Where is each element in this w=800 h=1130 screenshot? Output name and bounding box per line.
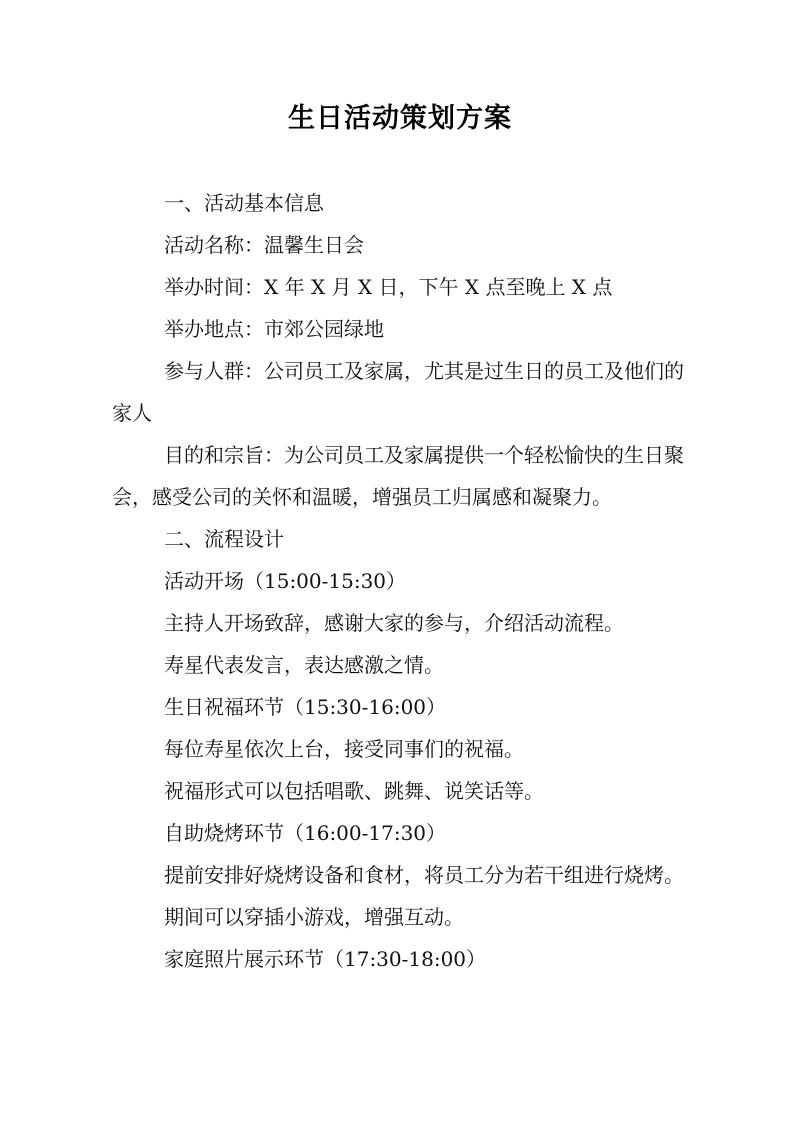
paragraph-opening: 活动开场（15:00-15:30） [164,569,407,593]
section-heading-basic-info: 一、活动基本信息 [164,191,324,215]
paragraph-event-time: 举办时间：X 年 X 月 X 日，下午 X 点至晚上 X 点 [164,275,613,299]
page-title: 生日活动策划方案 [288,103,512,134]
paragraph-blessing-forms: 祝福形式可以包括唱歌、跳舞、说笑话等。 [164,779,544,803]
paragraph-event-name: 活动名称：温馨生日会 [164,233,364,257]
paragraph-bbq-detail: 提前安排好烧烤设备和食材，将员工分为若干组进行烧烤。 [164,863,684,887]
paragraph-bbq-session: 自助烧烤环节（16:00-17:30） [164,821,447,845]
paragraph-birthday-speech: 寿星代表发言，表达感激之情。 [164,653,444,677]
paragraph-participants: 参与人群：公司员工及家属，尤其是过生日的员工及他们的家人 [112,359,684,425]
section-heading-process: 二、流程设计 [164,527,284,551]
paragraph-games: 期间可以穿插小游戏，增强互动。 [164,905,464,929]
paragraph-host-speech: 主持人开场致辞，感谢大家的参与，介绍活动流程。 [164,611,624,635]
paragraph-purpose: 目的和宗旨：为公司员工及家属提供一个轻松愉快的生日聚会，感受公司的关怀和温暖，增强员工归属感和凝聚力。 [112,443,684,509]
document-body [112,182,692,980]
paragraph-blessing-session: 生日祝福环节（15:30-16:00） [164,695,447,719]
paragraph-event-location: 举办地点：市郊公园绿地 [164,317,384,341]
paragraph-photo-session: 家庭照片展示环节（17:30-18:00） [164,947,487,971]
paragraph-blessing-detail: 每位寿星依次上台，接受同事们的祝福。 [164,737,524,761]
